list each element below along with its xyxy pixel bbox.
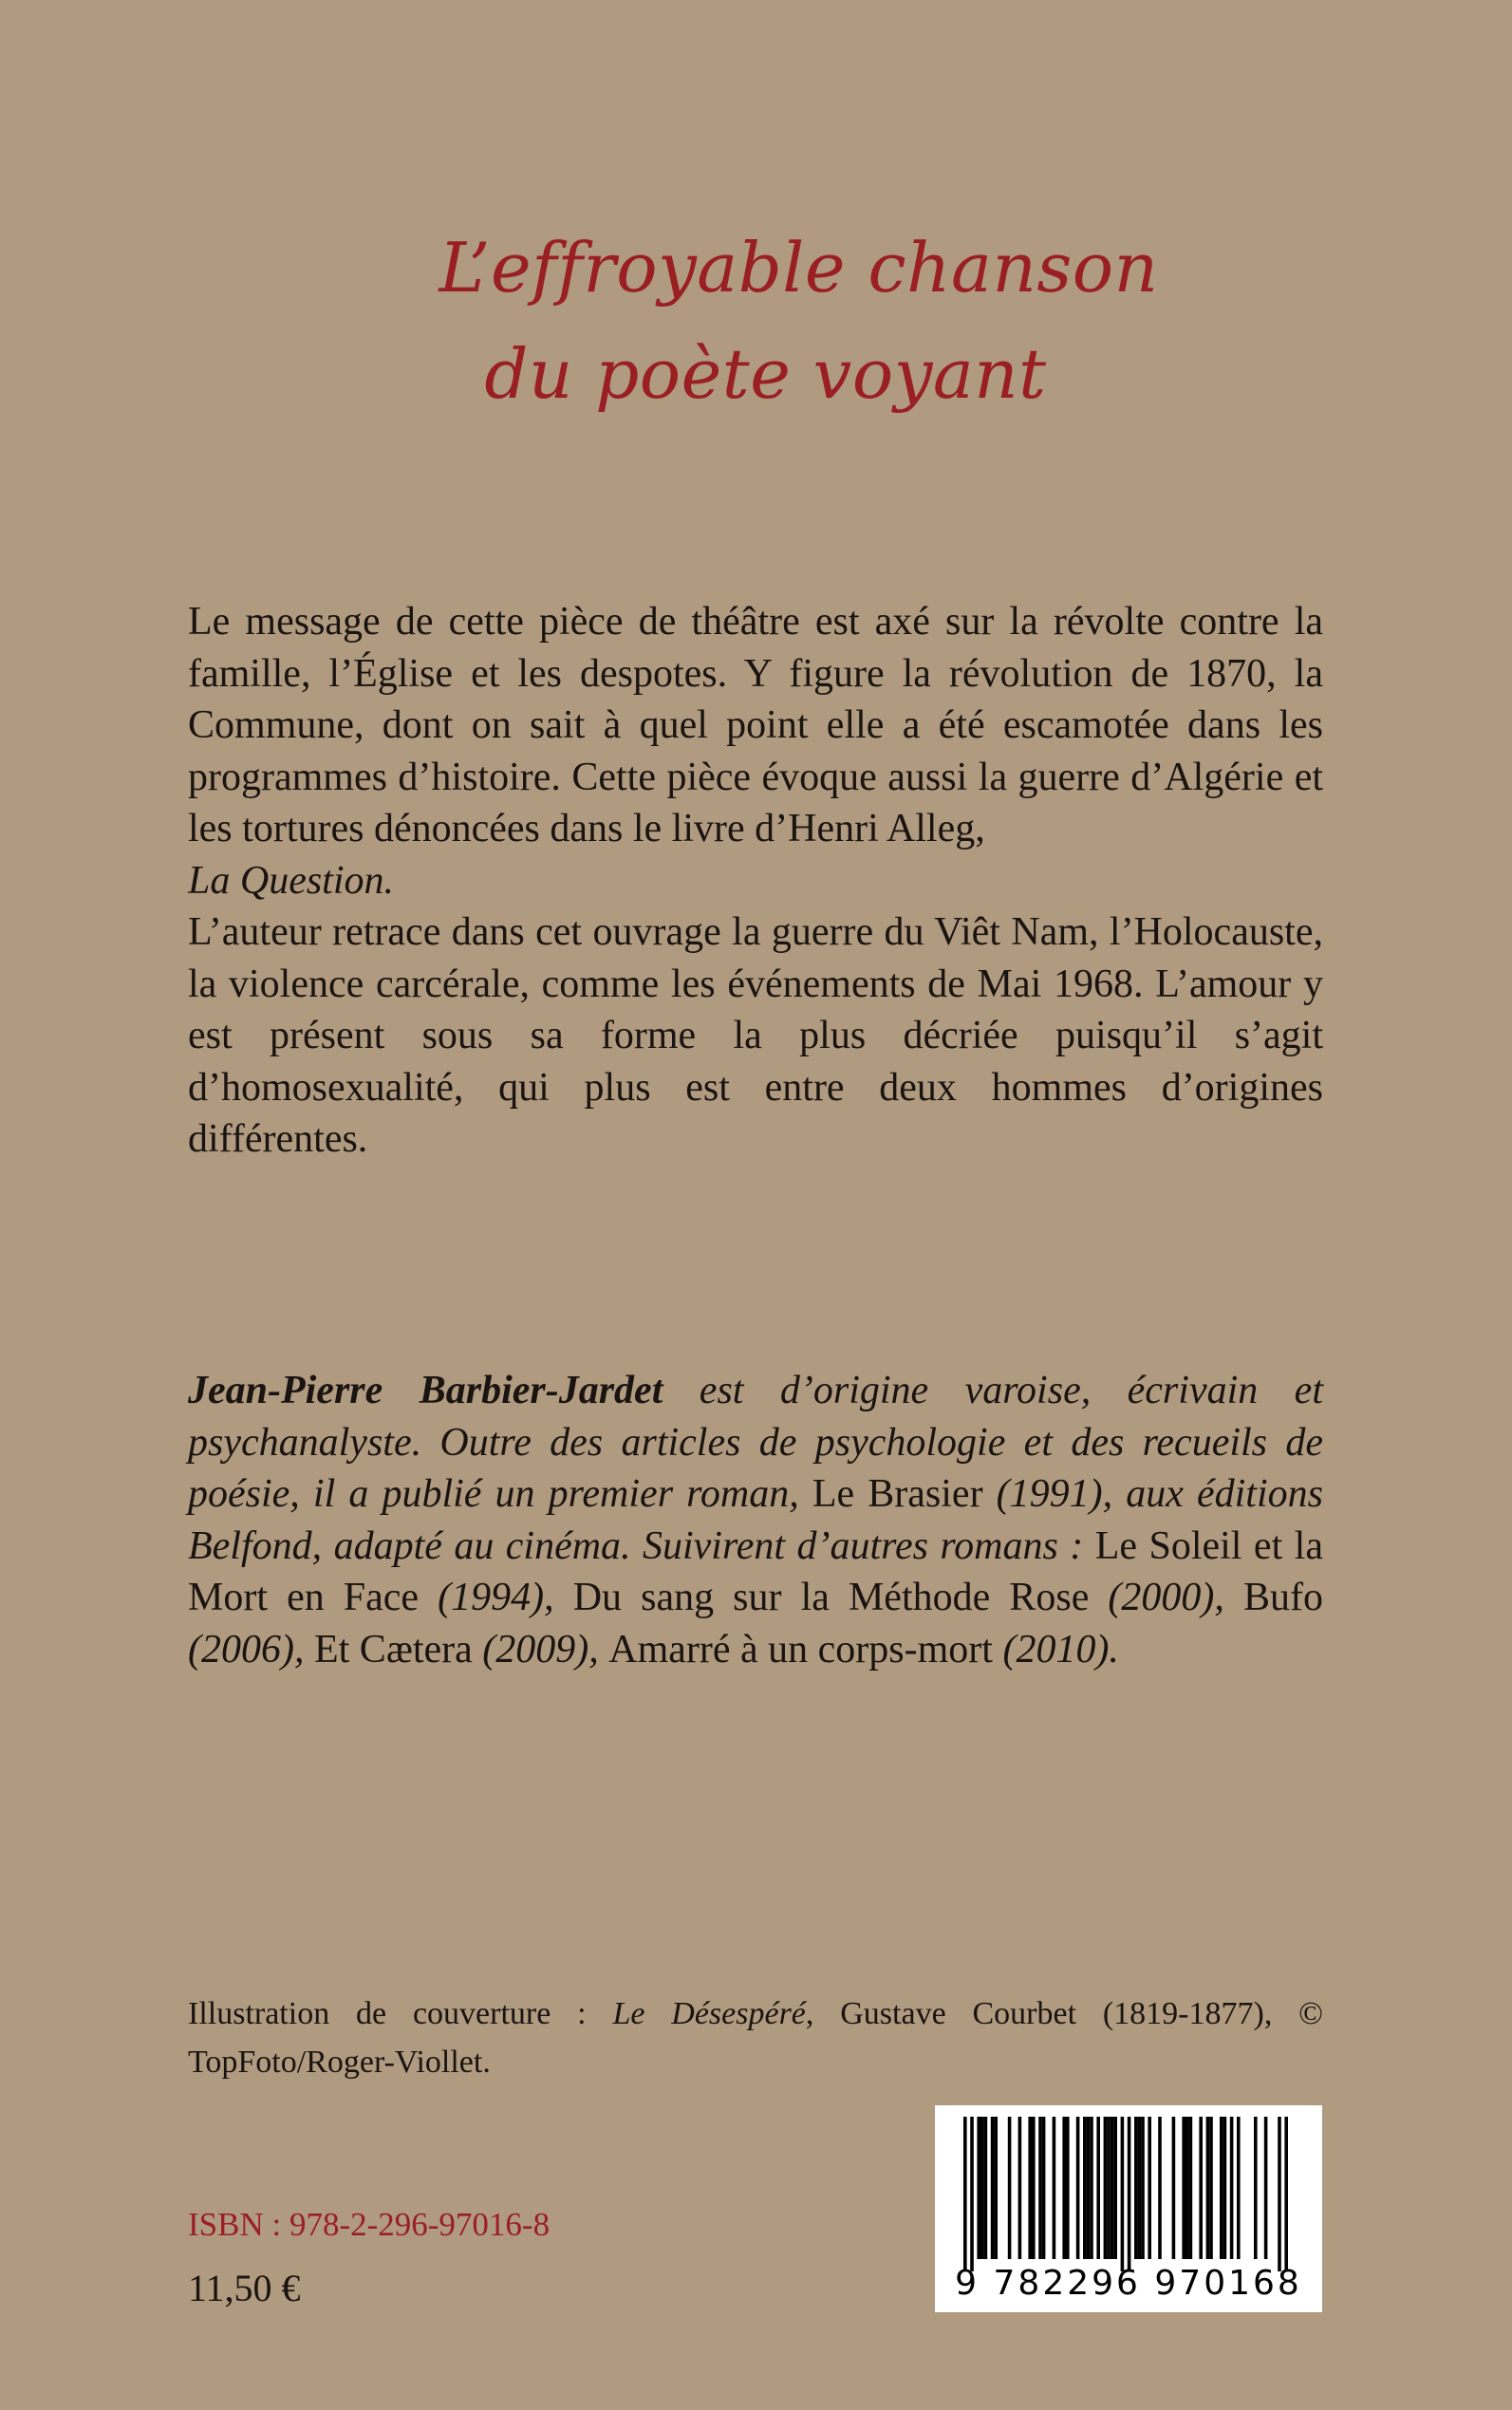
bio-book-3-year: (2000),: [1089, 1576, 1243, 1619]
barcode-bar: [1158, 2117, 1162, 2259]
barcode-bar: [1096, 2117, 1100, 2259]
bio-book-1: Le Brasier: [812, 1472, 983, 1516]
barcode-bars: [935, 2105, 1322, 2271]
barcode-bar: [1182, 2117, 1185, 2259]
barcode-bar: [1111, 2117, 1114, 2259]
barcode-bar: [1053, 2117, 1056, 2259]
credit-work: Le Désespéré: [612, 1996, 806, 2031]
barcode-bar: [1083, 2117, 1087, 2259]
barcode-bar: [977, 2117, 980, 2259]
cover-illustration-credit: [188, 1990, 1323, 2086]
bio-book-1-rest: (1991), aux éditions Belfond, adapté au cinéma. Suivirent d’autres romans :: [188, 1472, 1323, 1568]
barcode-bar: [1062, 2117, 1066, 2259]
bio-intro: est d’origine varoise, écrivain et psychanalyste. Outre des articles de psychologie et des recueils de poésie, il a publié un premier roman,: [188, 1369, 1323, 1516]
barcode-bar: [1209, 2117, 1213, 2259]
bio-book-6-year: (2010).: [992, 1627, 1119, 1672]
isbn: ISBN : 978-2-296-97016-8: [188, 2206, 551, 2243]
barcode-bar: [1138, 2117, 1142, 2259]
barcode-bar: [1028, 2117, 1032, 2259]
barcode-bar: [1038, 2117, 1042, 2259]
barcode-bar: [1107, 2117, 1111, 2259]
bio-book-4-year: (2006),: [188, 1627, 314, 1672]
barcode-bar: [1220, 2117, 1223, 2259]
barcode-bar: [1032, 2117, 1036, 2259]
barcode-bar: [1128, 2117, 1131, 2271]
description-paragraph-2: L’auteur retrace dans cet ouvrage la guerre du Viêt Nam, l’Holocauste, la violence carcérale, comme les événements de Mai 1968. L’amour y est présent sous sa forme la plus décriée puisqu’il s’agit d’homosexualité, qui plus est entre deux hommes d’origines différentes.: [188, 910, 1323, 1161]
bio-book-5-year: (2009),: [472, 1627, 609, 1672]
barcode-bar: [1264, 2117, 1268, 2259]
barcode-bar: [1254, 2117, 1258, 2259]
barcode-bar: [994, 2117, 998, 2259]
barcode-bar: [1185, 2117, 1189, 2259]
barcode-bar: [1087, 2117, 1091, 2259]
barcode-bar: [1121, 2117, 1125, 2271]
bio-book-5: Et Cætera: [313, 1627, 473, 1672]
barcode-bar: [984, 2117, 988, 2259]
description-paragraph-1-text: Le message de cette pièce de théâtre est axé sur la révolte contre la famille, l’Église et les despotes. Y figure la révolution de 1870, la Commune, dont on sait à quel point elle a été escamotée dans les programmes d’histoire. Cette pièce évoque aussi la guerre d’Algérie et les tortures dénoncées dans le livre d’Henri Alleg,: [188, 600, 1323, 850]
barcode-bar: [1278, 2117, 1281, 2271]
author-name: Jean-Pierre Barbier-Jardet: [188, 1369, 663, 1412]
barcode-bar: [1042, 2117, 1046, 2259]
book-title-la-question: La Question.: [188, 858, 395, 903]
bio-book-2: Le Soleil et la Mort en Face: [188, 1523, 1323, 1619]
credit-suffix: , Gustave Courbet (1819-1877), © TopFoto/Roger-Viollet.: [188, 1996, 1323, 2080]
barcode-bar: [1148, 2117, 1151, 2259]
barcode-bar: [991, 2117, 995, 2259]
title-line-1: L’effroyable chanson: [439, 228, 1159, 308]
barcode-bar: [1104, 2117, 1108, 2259]
author-bio: [188, 1365, 1323, 1675]
barcode-bar: [1223, 2117, 1227, 2259]
description-paragraph-1: [188, 596, 1323, 906]
barcode-bar: [1172, 2117, 1176, 2259]
bio-book-6: Amarré à un corps-mort: [608, 1627, 993, 1672]
barcode-bar: [1230, 2117, 1234, 2259]
barcode-bar: [1199, 2117, 1203, 2259]
title-line-2: du poète voyant: [484, 334, 1047, 415]
book-title: [0, 215, 1512, 427]
barcode-bar: [970, 2117, 974, 2271]
barcode-bar: [963, 2117, 967, 2271]
price: 11,50 €: [188, 2267, 301, 2309]
barcode-bar: [1284, 2117, 1288, 2271]
barcode-bar: [1018, 2117, 1022, 2259]
barcode-bar: [1008, 2117, 1012, 2259]
bio-book-3: Du sang sur la Méthode Rose: [572, 1576, 1090, 1619]
bio-book-2-year: (1994),: [419, 1576, 573, 1619]
barcode-bar: [1237, 2117, 1241, 2259]
barcode-bar: [1189, 2117, 1193, 2259]
author-bio-paragraph: [188, 1365, 1323, 1675]
barcode-bar: [1141, 2117, 1145, 2259]
barcode-bar: [1066, 2117, 1070, 2259]
description: [188, 596, 1323, 1166]
barcode-bar: [1134, 2117, 1138, 2259]
barcode-bar: [1206, 2117, 1210, 2259]
barcode-bar: [1113, 2117, 1117, 2259]
credit-prefix: Illustration de couverture :: [188, 1996, 613, 2031]
barcode: [935, 2105, 1322, 2312]
bio-book-4: Bufo: [1242, 1576, 1323, 1619]
barcode-bar: [980, 2117, 984, 2259]
barcode-bar: [1090, 2117, 1093, 2259]
barcode-digits: 9 782296 970168: [955, 2264, 1302, 2303]
barcode-bar: [1076, 2117, 1080, 2259]
